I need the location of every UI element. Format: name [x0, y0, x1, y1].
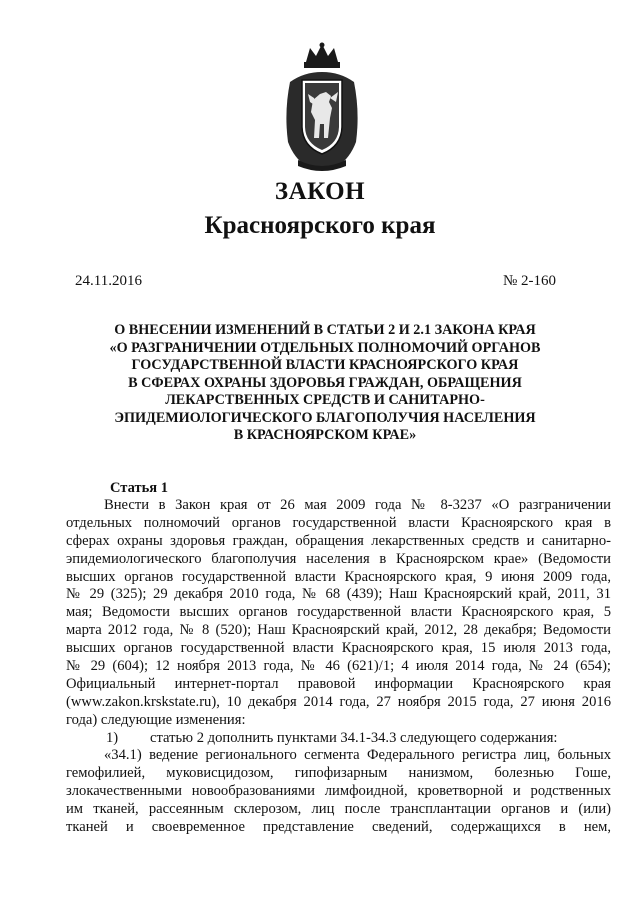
law-heading	[90, 322, 560, 445]
quote-line: гемофилией, муковисцидозом, гипофизарным нанизмом, болезнью Гоше,	[66, 765, 611, 782]
document-title: ЗАКОН	[274, 178, 366, 205]
heading-line: О ВНЕСЕНИИ ИЗМЕНЕНИЙ В СТАТЬИ 2 И 2.1 ЗАКОНА КРАЯ	[114, 322, 536, 338]
body-line: (www.zakon.krskstate.ru), 10 декабря 2014 года, 27 ноября 2015 года, 27 июня 2016	[66, 693, 611, 710]
body-line: № 29 (604); 12 ноября 2013 года, № 46 (621)/1; 4 июля 2014 года, № 24 (654);	[66, 658, 611, 675]
body-line: мая; Ведомости высших органов государственной власти Красноярского края, 5	[66, 604, 611, 621]
quote-line: злокачественными новообразованиями лимфоидной, кроветворной и родственных	[66, 783, 611, 800]
body-line: отдельных полномочий органов государственной власти Красноярского края в	[66, 514, 611, 531]
coat-of-arms-emblem	[280, 42, 364, 174]
body-line: марта 2012 года, № 8 (520); Наш Красноярский край, 2012, 28 декабря; Ведомости	[66, 622, 611, 639]
document-subtitle: Красноярского края	[204, 212, 436, 239]
heading-line: В КРАСНОЯРСКОМ КРАЕ»	[233, 427, 417, 443]
quote-line: им тканей, рассеянным склерозом, лиц после трансплантации органов и (или)	[66, 801, 611, 818]
body-line: № 29 (325); 29 декабря 2010 года, № 68 (439); Наш Красноярский край, 2011, 31	[66, 586, 611, 603]
quote-line: тканей и своевременное представление сведений, содержащихся в нем,	[66, 819, 611, 836]
body-line: сферах охраны здоровья граждан, обращения лекарственных средств и санитарно-	[66, 532, 611, 549]
item-number: 1)	[106, 729, 119, 746]
list-item	[66, 730, 611, 748]
item-text: статью 2 дополнить пунктами 34.1-34.3 следующего содержания:	[150, 729, 558, 746]
body-line: года) следующие изменения:	[66, 711, 246, 728]
body-line: Внести в Закон края от 26 мая 2009 года № 8-3237 «О разграничении	[104, 497, 611, 513]
article-label: Статья 1	[110, 480, 168, 496]
body-line: высших органов государственной власти Красноярского края, 15 июля 2013 года,	[66, 640, 611, 657]
article-body	[66, 497, 611, 837]
body-line: эпидемиологического благополучия населения в Красноярском крае» (Ведомости	[66, 550, 611, 567]
heading-line: ЛЕКАРСТВЕННЫХ СРЕДСТВ И САНИТАРНО-	[165, 392, 485, 408]
body-line: Официальный интернет-портал правовой информации Красноярского края	[66, 675, 611, 692]
heading-line: «О РАЗГРАНИЧЕНИИ ОТДЕЛЬНЫХ ПОЛНОМОЧИЙ ОРГАНОВ	[109, 339, 541, 356]
document-number: № 2-160	[502, 273, 556, 289]
document-date: 24.11.2016	[75, 273, 142, 289]
body-line: высших органов государственной власти Красноярского края, 9 июня 2009 года,	[66, 568, 611, 585]
heading-line: ЭПИДЕМИОЛОГИЧЕСКОГО БЛАГОПОЛУЧИЯ НАСЕЛЕНИЯ	[114, 409, 536, 426]
heading-line: В СФЕРАХ ОХРАНЫ ЗДОРОВЬЯ ГРАЖДАН, ОБРАЩЕНИЯ	[128, 374, 522, 391]
quote-line: «34.1) ведение регионального сегмента Федерального регистра лиц, больных	[104, 747, 611, 764]
heading-line: ГОСУДАРСТВЕННОЙ ВЛАСТИ КРАСНОЯРСКОГО КРАЯ	[131, 357, 519, 373]
